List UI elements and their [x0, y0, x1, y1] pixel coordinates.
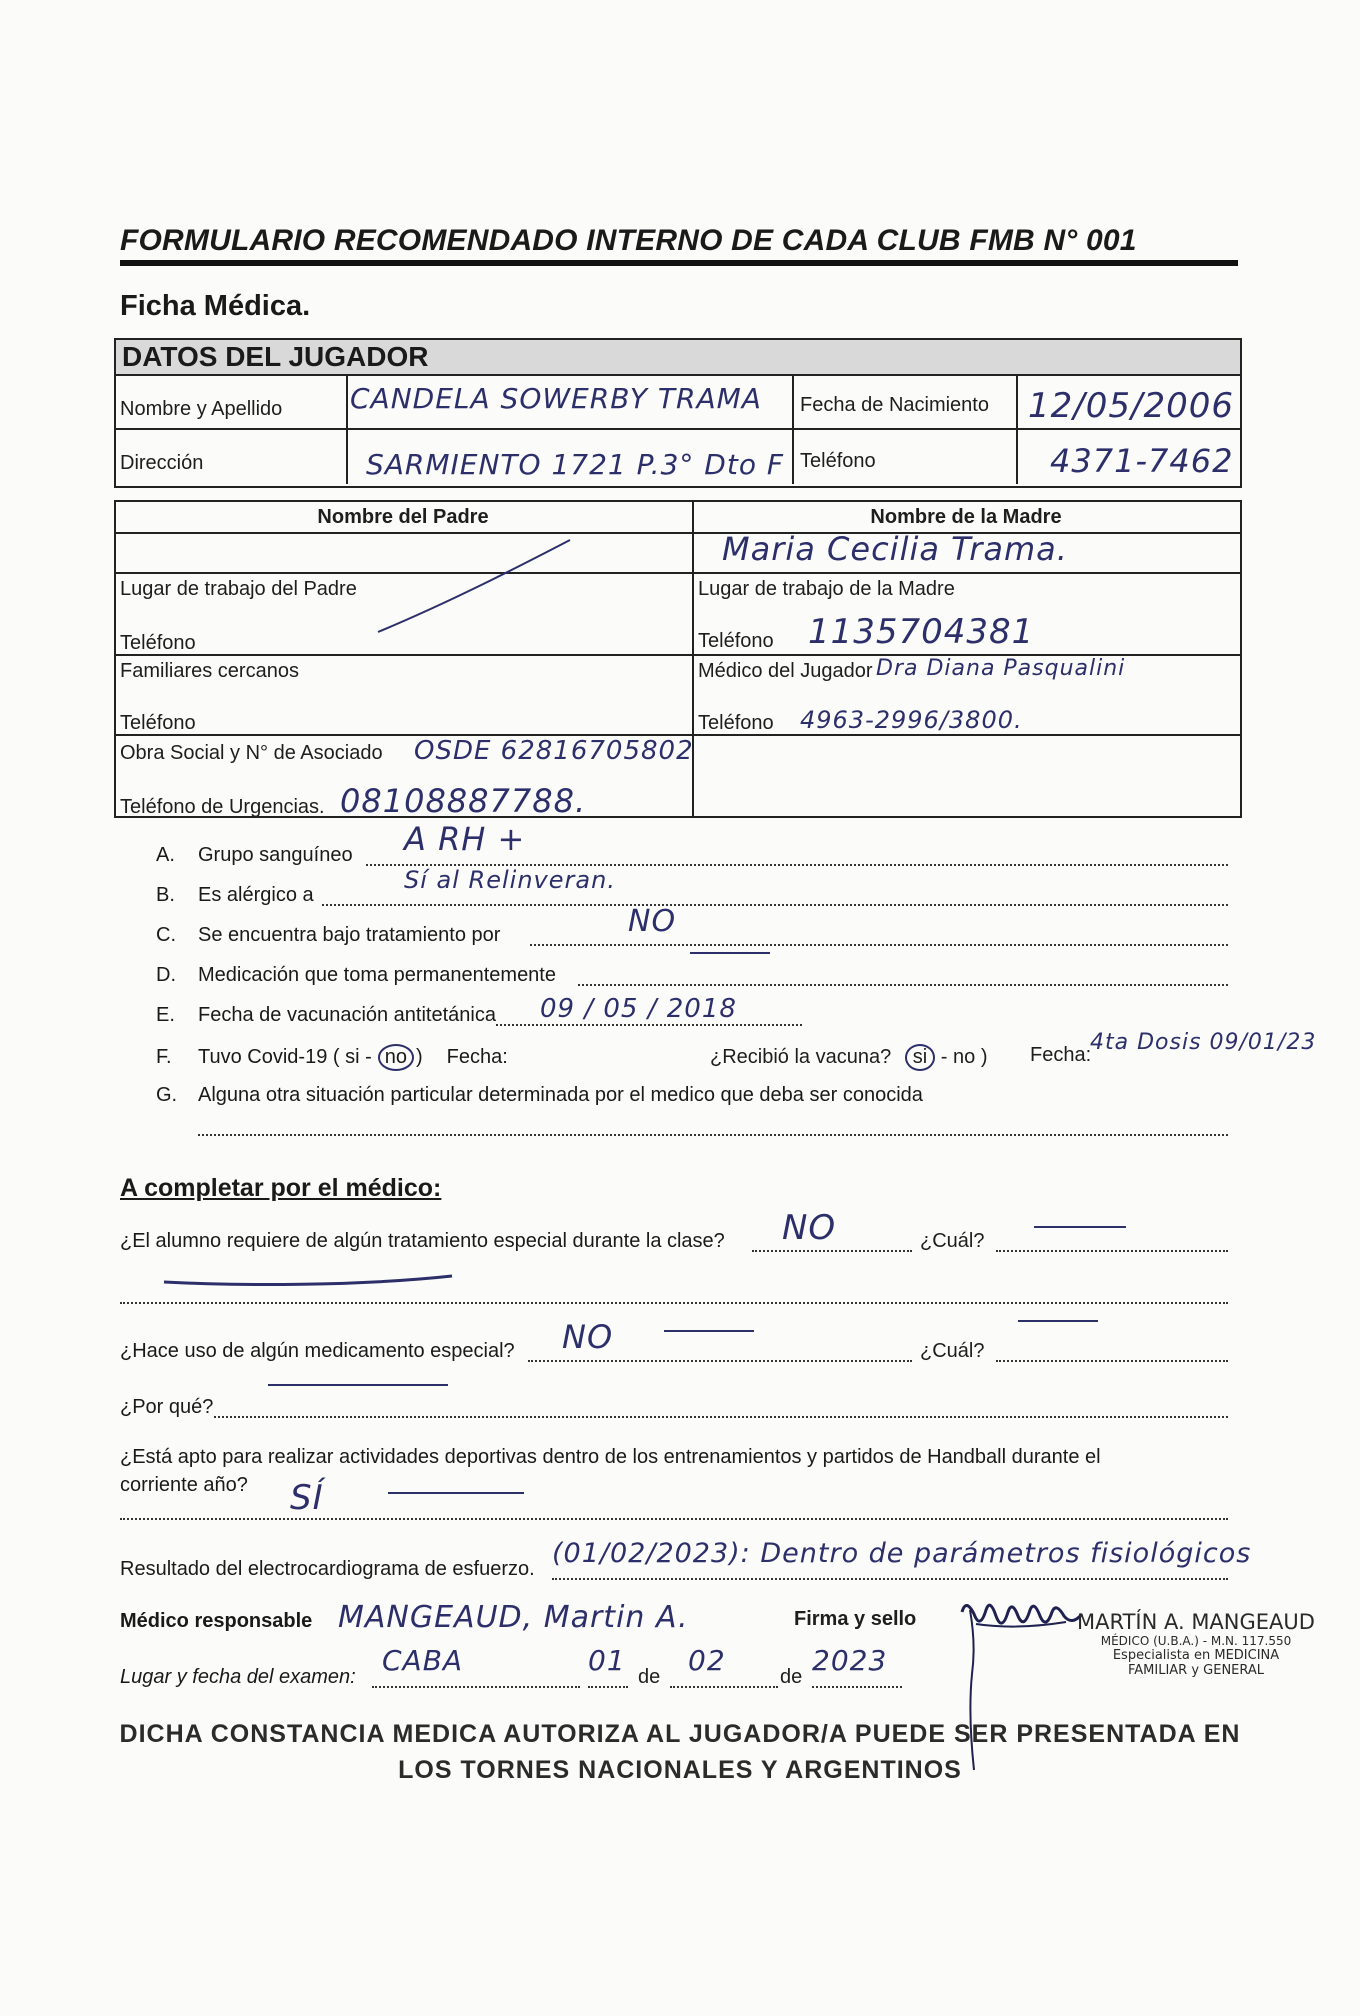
player-doctor-value[interactable]: Dra Diana Pasqualini [876, 656, 1126, 681]
insurance-label: Obra Social y N° de Asociado [120, 742, 383, 764]
item-label: Medicación que toma permanentemente [198, 964, 556, 986]
q-fit-answer[interactable]: SÍ [290, 1478, 324, 1518]
name-label: Nombre y Apellido [120, 398, 283, 420]
medical-heading: A completar por el médico: [120, 1174, 442, 1202]
birth-date-value[interactable]: 12/05/2006 [1028, 386, 1234, 426]
form-title: FORMULARIO RECOMENDADO INTERNO DE CADA CLUB FMB N° 001 [120, 224, 1238, 266]
allergy-value[interactable]: Sí al Relinveran. [404, 866, 616, 894]
father-strike-line [370, 536, 580, 636]
footer-line-1: DICHA CONSTANCIA MEDICA AUTORIZA AL JUGADOR/A PUEDE SER PRESENTADA EN [119, 1720, 1241, 1748]
vaccine-rest: - no ) [940, 1046, 988, 1068]
stamp-specialty-2: FAMILIAR y GENERAL [1127, 1663, 1265, 1678]
exam-month-value[interactable]: 02 [688, 1644, 726, 1677]
mother-name-header: Nombre de la Madre [870, 506, 1062, 528]
relatives-phone-label: Teléfono [120, 712, 196, 734]
q1-which-dash [1034, 1226, 1126, 1228]
medication-dash [690, 952, 770, 954]
exam-day-line [588, 1686, 628, 1688]
item-label: Fecha de vacunación antitetánica [198, 1004, 496, 1026]
q2-which-label: ¿Cuál? [920, 1340, 985, 1362]
tetanus-line [496, 1024, 802, 1026]
player-phone-label: Teléfono [800, 450, 876, 472]
item-letter: C. [156, 924, 176, 946]
q-special-medication: ¿Hace uso de algún medicamento especial? [120, 1340, 515, 1362]
tetanus-value[interactable]: 09 / 05 / 2018 [540, 994, 737, 1024]
exam-year-line [812, 1686, 902, 1688]
father-phone-label: Teléfono [120, 632, 196, 654]
address-label: Dirección [120, 452, 204, 474]
ecg-label: Resultado del electrocardiograma de esfuerzo. [120, 1558, 535, 1580]
responsible-doctor-value[interactable]: MANGEAUD, Martin A. [338, 1600, 689, 1635]
allergy-line [322, 904, 1228, 906]
item-letter: B. [156, 884, 175, 906]
covid-close: ) [416, 1046, 423, 1068]
mother-phone-label: Teléfono [698, 630, 774, 652]
stamp-specialty: Especialista en MEDICINA [1112, 1648, 1280, 1663]
item-blood-type [156, 844, 353, 867]
item-label: Grupo sanguíneo [198, 844, 353, 866]
q2-which-line [996, 1360, 1228, 1362]
q1-answer[interactable]: NO [782, 1208, 837, 1248]
item-treatment [156, 924, 500, 947]
item-letter: A. [156, 844, 175, 866]
q1-extra-stroke [160, 1270, 460, 1290]
doctor-phone-value[interactable]: 4963-2996/3800. [800, 706, 1023, 734]
exam-day-value[interactable]: 01 [588, 1644, 626, 1677]
vaccine-label: ¿Recibió la vacuna? [710, 1046, 892, 1068]
covid-answer[interactable]: no [378, 1044, 414, 1071]
name-value[interactable]: CANDELA SOWERBY TRAMA [350, 382, 762, 415]
medication-line [578, 984, 1228, 986]
q1-extra-line [120, 1302, 1228, 1304]
ecg-line [552, 1578, 1228, 1580]
father-name-header: Nombre del Padre [317, 506, 489, 528]
footer-line-2: LOS TORNES NACIONALES Y ARGENTINOS [398, 1756, 962, 1784]
address-value[interactable]: SARMIENTO 1721 P.3° Dto F [366, 448, 784, 481]
q4-line [120, 1518, 1228, 1520]
ecg-value[interactable]: (01/02/2023): Dentro de parámetros fisiológicos [552, 1538, 1252, 1569]
mother-name-value[interactable]: Maria Cecilia Trama. [722, 530, 1068, 568]
exam-place-line [372, 1686, 580, 1688]
mother-phone-value[interactable]: 1135704381 [808, 612, 1035, 652]
player-doctor-label: Médico del Jugador [698, 660, 873, 682]
item-letter: F. [156, 1046, 172, 1068]
vaccine-date-label: Fecha: [1030, 1044, 1092, 1066]
blood-type-value[interactable]: A RH + [404, 820, 526, 858]
exam-year-value[interactable]: 2023 [812, 1644, 888, 1677]
doctor-phone-label: Teléfono [698, 712, 774, 734]
emergency-phone-label: Teléfono de Urgencias. [120, 796, 325, 818]
q3-dash [268, 1384, 448, 1386]
q2-dash [664, 1330, 754, 1332]
treatment-value[interactable]: NO [628, 904, 677, 939]
q1-answer-line [752, 1250, 912, 1252]
father-work-label: Lugar de trabajo del Padre [120, 578, 357, 600]
covid-label: Tuvo Covid-19 ( si - [198, 1046, 372, 1068]
covid-date-label: Fecha: [446, 1046, 508, 1068]
item-letter: G. [156, 1084, 178, 1106]
vaccine-date-value[interactable]: 4ta Dosis 09/01/23 [1090, 1030, 1317, 1055]
item-letter: E. [156, 1004, 175, 1026]
exam-place-value[interactable]: CABA [382, 1644, 464, 1677]
vaccine-answer[interactable]: si [905, 1044, 935, 1071]
stamp-name: MARTÍN A. MANGEAUD [1077, 1610, 1315, 1634]
item-covid [156, 1044, 508, 1071]
exam-de-1: de [638, 1666, 661, 1688]
player-phone-value[interactable]: 4371-7462 [1050, 442, 1234, 480]
covid-vaccine [710, 1044, 987, 1071]
treatment-line [530, 944, 1228, 946]
mother-work-label: Lugar de trabajo de la Madre [698, 578, 955, 600]
relatives-label: Familiares cercanos [120, 660, 299, 682]
stamp-title: MÉDICO (U.B.A.) - M.N. 117.550 [1100, 1634, 1292, 1648]
item-tetanus [156, 1004, 496, 1027]
q-special-treatment: ¿El alumno requiere de algún tratamiento especial durante la clase? [120, 1230, 725, 1252]
form-subtitle: Ficha Médica. [120, 290, 311, 322]
q2-answer-line [528, 1360, 912, 1362]
item-allergy [156, 884, 314, 907]
doctor-stamp [1066, 1610, 1326, 1678]
item-label: Se encuentra bajo tratamiento por [198, 924, 501, 946]
q-fit-line2: corriente año? [120, 1474, 248, 1496]
item-label: Es alérgico a [198, 884, 314, 906]
birth-date-label: Fecha de Nacimiento [800, 394, 989, 416]
exam-place-label: Lugar y fecha del examen: [120, 1666, 356, 1688]
item-medication [156, 964, 556, 987]
item-other-situation [156, 1084, 923, 1107]
q2-answer[interactable]: NO [562, 1318, 614, 1356]
other-situation-line [198, 1134, 1228, 1136]
item-label: Alguna otra situación particular determinada por el medico que deba ser conocida [198, 1084, 923, 1106]
q-why: ¿Por qué? [120, 1396, 214, 1418]
emergency-phone-value[interactable]: 08108887788. [340, 782, 587, 820]
item-letter: D. [156, 964, 176, 986]
exam-month-line [670, 1686, 778, 1688]
insurance-value[interactable]: OSDE 62816705802 [414, 736, 694, 766]
q2-which-dash [1018, 1320, 1098, 1322]
q3-line [214, 1416, 1228, 1418]
responsible-doctor-label: Médico responsable [120, 1610, 313, 1632]
q-fit-dash [388, 1492, 524, 1494]
q1-which-label: ¿Cuál? [920, 1230, 985, 1252]
player-section-header: DATOS DEL JUGADOR [114, 338, 1242, 376]
signature-label: Firma y sello [794, 1608, 917, 1630]
q1-which-line [996, 1250, 1228, 1252]
exam-de-2: de [780, 1666, 803, 1688]
q-fit-line1: ¿Está apto para realizar actividades deportivas dentro de los entrenamientos y partidos de Handball durante el [120, 1446, 1101, 1468]
